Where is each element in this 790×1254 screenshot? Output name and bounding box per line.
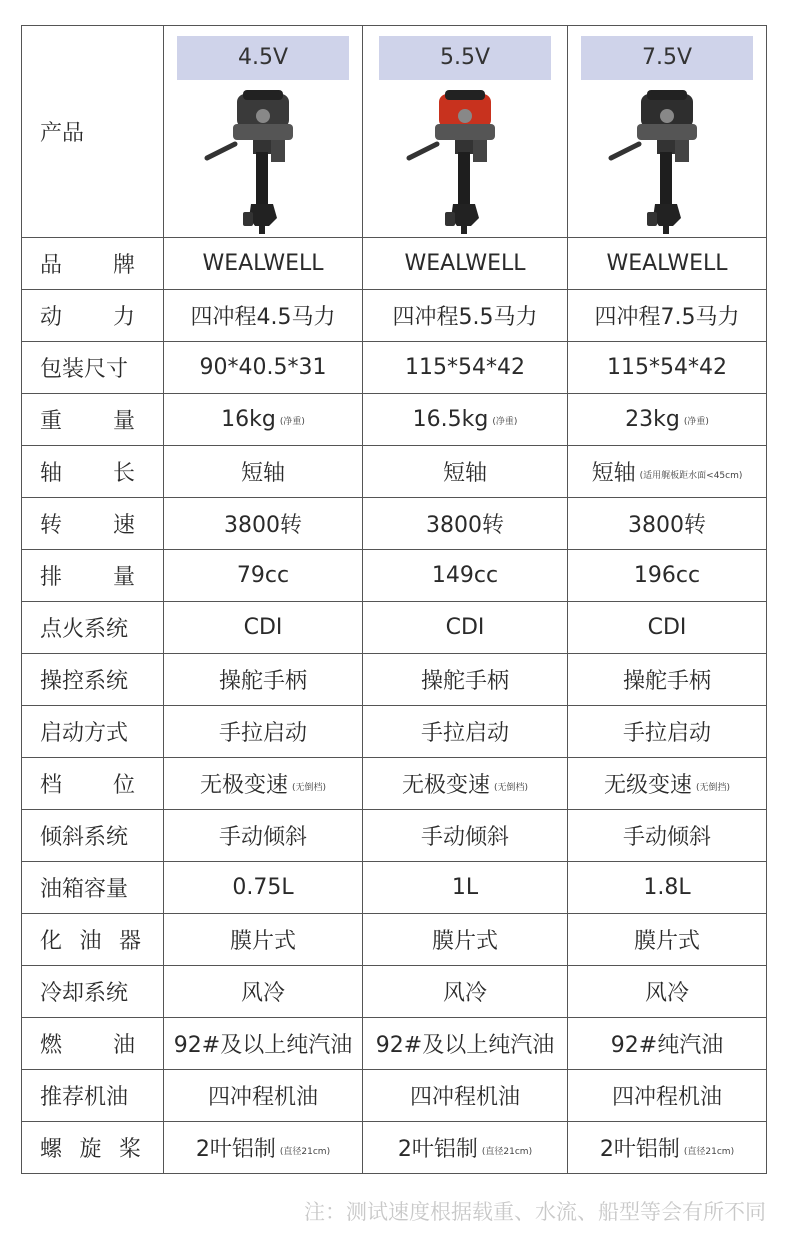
spec-value: 2叶铝制 [397,1137,478,1162]
spec-cell [164,342,363,394]
spec-cell [568,1018,767,1070]
spec-value: 膜片式 [431,929,498,954]
spec-cell [568,758,767,810]
spec-cell [363,1122,568,1174]
spec-value: CDI [445,615,485,640]
row-label-text: 推荐机油 [40,1085,129,1110]
row-label-text [22,560,163,591]
row-label-char: 器 [118,929,141,954]
table-row [22,758,767,810]
row-label-char: 旋 [79,1137,102,1162]
row-label [22,446,164,498]
spec-table [21,25,767,1174]
row-label [22,1122,164,1174]
spec-cell [164,758,363,810]
row-label-text: 油箱容量 [40,877,129,902]
spec-cell [568,1122,767,1174]
spec-cell [164,550,363,602]
outboard-motor-icon [405,86,525,236]
table-row [22,602,767,654]
spec-note: (直径21cm) [279,1146,331,1157]
table-row [22,1122,767,1174]
spec-cell [164,966,363,1018]
spec-value: 79cc [236,563,290,588]
table-row [22,290,767,342]
spec-value: 92#及以上纯汽油 [375,1033,555,1058]
spec-cell [568,914,767,966]
spec-note: (直径21cm) [481,1146,533,1157]
spec-cell [164,602,363,654]
spec-value: WEALWELL [202,251,324,276]
product-header-row [22,26,767,238]
spec-cell [568,602,767,654]
row-label-text: 点火系统 [40,617,129,642]
spec-value: 操舵手柄 [420,669,509,694]
spec-value: 0.75L [232,875,294,900]
spec-cell [164,1018,363,1070]
spec-cell [363,862,568,914]
spec-value: 无极变速 [401,773,490,798]
spec-value: 四冲程7.5马力 [594,305,740,330]
spec-cell [363,758,568,810]
model-cell-2 [363,26,568,238]
spec-cell [363,810,568,862]
spec-value: 四冲程机油 [409,1085,520,1110]
product-label-text: 产品 [40,121,85,146]
spec-value: 无级变速 [603,773,692,798]
spec-value: 操舵手柄 [622,669,711,694]
table-row [22,1070,767,1122]
row-label-char: 燃 [40,1033,63,1058]
row-label-text [22,248,163,279]
spec-cell [568,706,767,758]
row-label-char: 桨 [118,1137,141,1162]
row-label [22,238,164,290]
model-tag: 7.5V [581,36,753,80]
spec-cell [363,706,568,758]
row-label [22,758,164,810]
spec-value: CDI [647,615,687,640]
spec-cell [568,446,767,498]
spec-cell [568,342,767,394]
outboard-motor-icon [607,86,727,236]
model-tag: 5.5V [379,36,551,80]
spec-value: 风冷 [644,981,689,1006]
row-label-char: 排 [40,565,63,590]
spec-note: (无倒档) [493,782,529,793]
table-row [22,914,767,966]
spec-cell [164,446,363,498]
spec-note: (无倒档) [291,782,327,793]
spec-value: 短轴 [591,461,636,486]
spec-value: 23kg [625,407,680,432]
spec-value: 115*54*42 [405,355,525,380]
spec-value: 2叶铝制 [599,1137,680,1162]
spec-note: (直径21cm) [683,1146,735,1157]
spec-value: 四冲程机油 [207,1085,318,1110]
spec-cell [568,290,767,342]
row-label-text [22,1132,163,1163]
row-label [22,498,164,550]
row-label-char: 长 [112,461,135,486]
spec-cell [363,1018,568,1070]
product-label [22,26,164,238]
spec-note: (净重) [279,416,305,427]
table-row [22,810,767,862]
model-tag: 4.5V [177,36,349,80]
spec-value: 手拉启动 [622,721,711,746]
spec-value: 90*40.5*31 [199,355,327,380]
spec-cell [164,394,363,446]
table-row [22,550,767,602]
spec-value: 风冷 [240,981,285,1006]
spec-value: 短轴 [240,461,285,486]
spec-value: 膜片式 [633,929,700,954]
spec-cell [363,342,568,394]
row-label-char: 油 [112,1033,135,1058]
spec-cell [363,446,568,498]
row-label-char: 量 [112,409,135,434]
spec-value: 手拉启动 [218,721,307,746]
spec-cell [568,862,767,914]
row-label-char: 牌 [112,253,135,278]
table-row [22,706,767,758]
spec-cell [363,914,568,966]
spec-note: (无倒挡) [695,782,731,793]
spec-cell [164,862,363,914]
row-label [22,342,164,394]
spec-value: 手动倾斜 [218,825,307,850]
row-label [22,914,164,966]
row-label-char: 油 [79,929,102,954]
row-label-char: 动 [40,305,63,330]
spec-cell [164,290,363,342]
row-label [22,1070,164,1122]
table-row [22,238,767,290]
row-label-text [22,404,163,435]
row-label [22,706,164,758]
spec-cell [568,498,767,550]
spec-cell [363,498,568,550]
row-label-char: 品 [40,253,63,278]
spec-value: 操舵手柄 [218,669,307,694]
spec-value: 手拉启动 [420,721,509,746]
spec-cell [164,654,363,706]
row-label-text: 冷却系统 [40,981,129,1006]
spec-value: 1L [451,875,479,900]
spec-value: 92#纯汽油 [610,1033,724,1058]
spec-cell [164,238,363,290]
spec-cell [363,602,568,654]
table-row [22,394,767,446]
spec-note: (净重) [492,416,518,427]
spec-value: 风冷 [442,981,487,1006]
footnote: 注：测试速度根据载重、水流、船型等会有所不同 [304,1200,766,1224]
table-row [22,446,767,498]
table-row [22,654,767,706]
row-label-text [22,508,163,539]
spec-cell [164,914,363,966]
row-label-text [22,768,163,799]
row-label-char: 力 [112,305,135,330]
table-row [22,1018,767,1070]
spec-cell [568,394,767,446]
row-label-char: 量 [112,565,135,590]
spec-value: 膜片式 [229,929,296,954]
spec-cell [568,550,767,602]
spec-cell [164,810,363,862]
table-row [22,342,767,394]
row-label [22,654,164,706]
spec-cell [568,654,767,706]
spec-value: 3800转 [224,513,302,538]
spec-value: 短轴 [442,461,487,486]
spec-cell [363,550,568,602]
spec-cell [363,966,568,1018]
spec-note: (净重) [683,416,709,427]
outboard-motor-icon [203,86,323,236]
row-label-char: 速 [112,513,135,538]
row-label [22,1018,164,1070]
spec-cell [568,966,767,1018]
spec-value: WEALWELL [404,251,526,276]
spec-cell [164,1070,363,1122]
row-label-text [22,300,163,331]
spec-cell [164,1122,363,1174]
row-label-text [22,1028,163,1059]
spec-value: 196cc [633,563,701,588]
table-row [22,498,767,550]
spec-value: 2叶铝制 [195,1137,276,1162]
spec-value: 四冲程机油 [611,1085,722,1110]
spec-value: 手动倾斜 [420,825,509,850]
spec-value: 92#及以上纯汽油 [173,1033,353,1058]
row-label [22,290,164,342]
row-label-char: 螺 [40,1137,63,1162]
spec-value: 3800转 [628,513,706,538]
spec-cell [363,654,568,706]
spec-cell [363,1070,568,1122]
model-cell-1 [164,26,363,238]
row-label [22,862,164,914]
spec-note: (适用艉板距水面<45cm) [639,470,743,481]
row-label [22,966,164,1018]
row-label-char: 转 [40,513,63,538]
spec-value: 3800转 [426,513,504,538]
spec-value: 16kg [221,407,276,432]
row-label-text: 操控系统 [40,669,129,694]
row-label-char: 位 [112,773,135,798]
spec-value: 无极变速 [199,773,288,798]
spec-value: 四冲程4.5马力 [190,305,336,330]
row-label-text: 启动方式 [40,721,129,746]
spec-cell [568,238,767,290]
model-cell-3 [568,26,767,238]
row-label-char: 化 [40,929,63,954]
row-label-char: 档 [40,773,63,798]
row-label-text [22,924,163,955]
table-row [22,966,767,1018]
spec-cell [363,394,568,446]
spec-value: 1.8L [643,875,691,900]
spec-cell [363,238,568,290]
spec-value: 149cc [431,563,499,588]
spec-value: CDI [243,615,283,640]
spec-cell [568,1070,767,1122]
row-label-char: 轴 [40,461,63,486]
spec-value: 115*54*42 [607,355,727,380]
spec-cell [164,706,363,758]
spec-cell [164,498,363,550]
row-label [22,810,164,862]
spec-value: WEALWELL [606,251,728,276]
spec-value: 四冲程5.5马力 [392,305,538,330]
spec-value: 16.5kg [412,407,489,432]
row-label [22,394,164,446]
spec-cell [568,810,767,862]
table-row [22,862,767,914]
row-label-text: 倾斜系统 [40,825,129,850]
row-label-text: 包装尺寸 [40,357,129,382]
spec-cell [363,290,568,342]
row-label [22,550,164,602]
row-label [22,602,164,654]
spec-value: 手动倾斜 [622,825,711,850]
row-label-text [22,456,163,487]
row-label-char: 重 [40,409,63,434]
